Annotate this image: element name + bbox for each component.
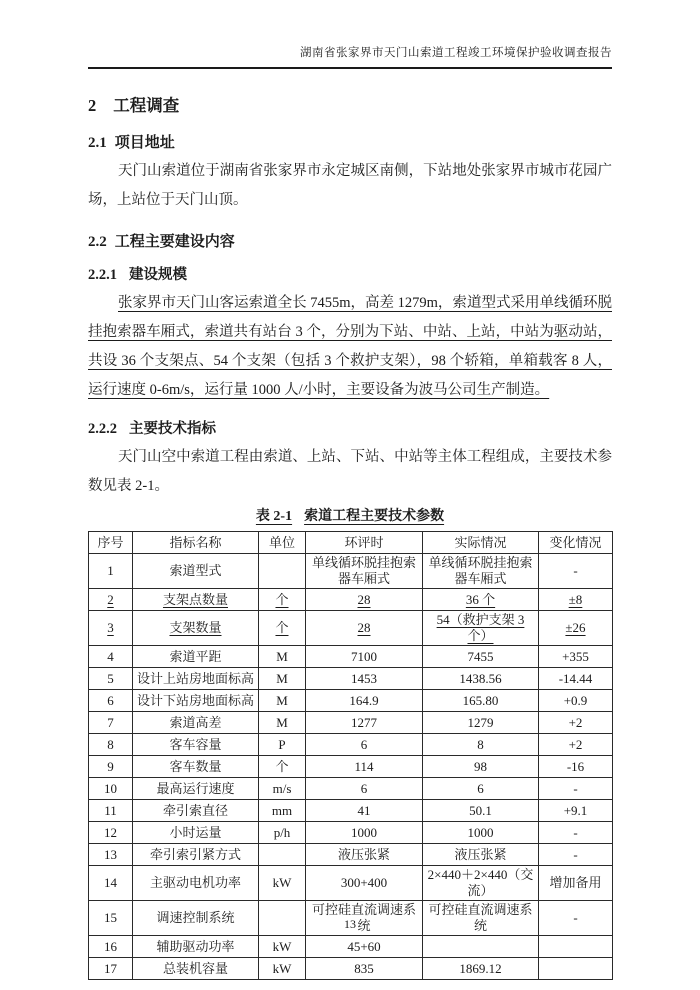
table-cell: 支架点数量 xyxy=(133,589,259,611)
table-cell: 支架数量 xyxy=(133,611,259,646)
table-header-cell: 序号 xyxy=(89,532,133,554)
table-cell xyxy=(259,554,306,589)
table-cell: 2×440＋2×440（交流） xyxy=(423,866,539,901)
section-title: 工程主要建设内容 xyxy=(114,234,235,250)
table-cell: M xyxy=(259,646,306,668)
table-cell: kW xyxy=(259,958,306,980)
table-header-cell: 单位 xyxy=(259,532,306,554)
table-cell: 7455 xyxy=(423,646,539,668)
table-cell: 12 xyxy=(89,822,133,844)
table-row xyxy=(89,778,613,800)
table-cell: 164.9 xyxy=(306,690,423,712)
table-cell: 可控硅直流调速系统 xyxy=(423,901,539,936)
section-heading-2-2-1 xyxy=(88,263,612,284)
table-cell: 4 xyxy=(89,646,133,668)
table-row xyxy=(89,646,613,668)
table-cell: 1453 xyxy=(306,668,423,690)
table-cell: 6 xyxy=(423,778,539,800)
table-cell: 索道高差 xyxy=(133,712,259,734)
table-cell: 调速控制系统 xyxy=(133,901,259,936)
table-cell: 6 xyxy=(89,690,133,712)
table-header-cell: 指标名称 xyxy=(133,532,259,554)
table-cell: 液压张紧 xyxy=(306,844,423,866)
table-cell: 2 xyxy=(89,589,133,611)
table-cell: 1 xyxy=(89,554,133,589)
table-cell: 主驱动电机功率 xyxy=(133,866,259,901)
table-cell: 个 xyxy=(259,589,306,611)
table-cell: 增加备用 xyxy=(539,866,613,901)
table-cell: +9.1 xyxy=(539,800,613,822)
table-row xyxy=(89,958,613,980)
table-cell: 总装机容量 xyxy=(133,958,259,980)
table-cell: m/s xyxy=(259,778,306,800)
table-cell: 16 xyxy=(89,936,133,958)
table-cell: 索道平距 xyxy=(133,646,259,668)
paragraph-construction-scale: 张家界市天门山客运索道全长 7455m，高差 1279m，索道型式采用单线循环脱挂抱索器车厢式，索道共有站台 3 个，分别为下站、中站、上站，中站为驱动站，共设 36 个支架点、54 个支架（包括 3 个救护支架），98 个轿箱，单箱载客 8 人，运行速度 0-6m/s，运行量 1000 人/小时，主要设备为波马公司生产制造。 xyxy=(88,295,612,398)
table-row xyxy=(89,866,613,901)
table-caption-text xyxy=(256,509,444,524)
section-heading-2-2 xyxy=(88,230,612,251)
table-cell: 28 xyxy=(306,611,423,646)
table-cell: 300+400 xyxy=(306,866,423,901)
table-cell: 1000 xyxy=(423,822,539,844)
table-row xyxy=(89,844,613,866)
table-cell: 7100 xyxy=(306,646,423,668)
table-caption-title: 索道工程主要技术参数 xyxy=(304,509,445,524)
table-cell: 36 个 xyxy=(423,589,539,611)
table-cell: 28 xyxy=(306,589,423,611)
table-cell: 98 xyxy=(423,756,539,778)
table-cell: kW xyxy=(259,866,306,901)
table-cell: 单线循环脱挂抱索器车厢式 xyxy=(423,554,539,589)
table-cell: M xyxy=(259,712,306,734)
table-cell: 11 xyxy=(89,800,133,822)
table-cell: 7 xyxy=(89,712,133,734)
table-cell: ±26 xyxy=(539,611,613,646)
table-cell: 索道型式 xyxy=(133,554,259,589)
table-cell: 1869.12 xyxy=(423,958,539,980)
table-cell: kW xyxy=(259,936,306,958)
table-header-cell: 变化情况 xyxy=(539,532,613,554)
table-header-cell: 实际情况 xyxy=(423,532,539,554)
table-cell xyxy=(423,936,539,958)
table-cell: 小时运量 xyxy=(133,822,259,844)
table-cell: p/h xyxy=(259,822,306,844)
table-cell: M xyxy=(259,668,306,690)
table-cell: 牵引索直径 xyxy=(133,800,259,822)
table-cell: - xyxy=(539,554,613,589)
table-cell: +0.9 xyxy=(539,690,613,712)
table-cell: 设计下站房地面标高 xyxy=(133,690,259,712)
table-caption-label: 表 2-1 xyxy=(255,509,293,524)
table-cell: - xyxy=(539,778,613,800)
section-number: 2 xyxy=(88,96,97,115)
table-cell: 6 xyxy=(306,734,423,756)
section-title: 工程调查 xyxy=(113,96,180,115)
table-cell: 个 xyxy=(259,756,306,778)
section-title: 建设规模 xyxy=(129,267,187,283)
table-cell: P xyxy=(259,734,306,756)
table-cell: 835 xyxy=(306,958,423,980)
table-cell: 设计上站房地面标高 xyxy=(133,668,259,690)
table-cell: - xyxy=(539,901,613,936)
table-caption xyxy=(88,505,612,525)
table-cell: - xyxy=(539,844,613,866)
table-row xyxy=(89,712,613,734)
table-cell: 165.80 xyxy=(423,690,539,712)
section-number: 2.2.2 xyxy=(88,421,117,437)
section-heading-2-1 xyxy=(88,131,612,152)
section-heading-2 xyxy=(88,92,612,116)
section-number: 2.1 xyxy=(88,135,107,151)
table-cell: 14 xyxy=(89,866,133,901)
table-row xyxy=(89,800,613,822)
table-cell: 13 xyxy=(89,844,133,866)
running-header: 湖南省张家界市天门山索道工程竣工环境保护验收调查报告 xyxy=(88,46,612,69)
table-cell: - xyxy=(539,822,613,844)
table-cell: 液压张紧 xyxy=(423,844,539,866)
table-cell xyxy=(539,958,613,980)
table-cell: 45+60 xyxy=(306,936,423,958)
table-row xyxy=(89,668,613,690)
table-cell: 8 xyxy=(89,734,133,756)
table-cell: 单线循环脱挂抱索器车厢式 xyxy=(306,554,423,589)
table-cell: M xyxy=(259,690,306,712)
table-cell: 114 xyxy=(306,756,423,778)
table-row xyxy=(89,734,613,756)
table-cell: +2 xyxy=(539,712,613,734)
section-title: 项目地址 xyxy=(114,135,175,151)
table-row xyxy=(89,554,613,589)
table-row xyxy=(89,936,613,958)
table-cell: 辅助驱动功率 xyxy=(133,936,259,958)
table-cell: 1277 xyxy=(306,712,423,734)
table-cell: 15 xyxy=(89,901,133,936)
table-row xyxy=(89,611,613,646)
paragraph-technical-indicators: 天门山空中索道工程由索道、上站、下站、中站等主体工程组成，主要技术参数见表 2-1。 xyxy=(88,449,612,494)
table-cell: 5 xyxy=(89,668,133,690)
table-cell: 1438.56 xyxy=(423,668,539,690)
table-cell xyxy=(539,936,613,958)
table-row xyxy=(89,690,613,712)
table-cell: 可控硅直流调速系统 xyxy=(306,901,423,936)
table-cell: 客车数量 xyxy=(133,756,259,778)
table-cell: +355 xyxy=(539,646,613,668)
table-cell: -14.44 xyxy=(539,668,613,690)
table-cell xyxy=(259,844,306,866)
table-cell: ±8 xyxy=(539,589,613,611)
page-number: 13 xyxy=(344,917,356,931)
table-cell: 9 xyxy=(89,756,133,778)
table-cell: 最高运行速度 xyxy=(133,778,259,800)
table-header-cell: 环评时 xyxy=(306,532,423,554)
table-header-row xyxy=(89,532,613,554)
page-content xyxy=(88,46,612,980)
table-cell: 54（救护支架 3 个） xyxy=(423,611,539,646)
section-number: 2.2.1 xyxy=(88,267,117,283)
table-row xyxy=(89,589,613,611)
table-cell: +2 xyxy=(539,734,613,756)
table-cell: 个 xyxy=(259,611,306,646)
table-row xyxy=(89,822,613,844)
table-cell: 10 xyxy=(89,778,133,800)
section-number: 2.2 xyxy=(88,234,107,250)
paragraph-project-location: 天门山索道位于湖南省张家界市永定城区南侧，下站地处张家界市城市花园广场，上站位于天门山顶。 xyxy=(88,163,612,208)
table-cell: 17 xyxy=(89,958,133,980)
table-cell: 50.1 xyxy=(423,800,539,822)
table-cell: 6 xyxy=(306,778,423,800)
table-row xyxy=(89,756,613,778)
tech-params-table xyxy=(88,531,613,980)
section-title: 主要技术指标 xyxy=(129,421,216,437)
table-cell: 客车容量 xyxy=(133,734,259,756)
table-cell: 1000 xyxy=(306,822,423,844)
table-cell: mm xyxy=(259,800,306,822)
table-cell: 1279 xyxy=(423,712,539,734)
table-cell: 牵引索引紧方式 xyxy=(133,844,259,866)
table-cell: 41 xyxy=(306,800,423,822)
table-cell: 8 xyxy=(423,734,539,756)
section-heading-2-2-2 xyxy=(88,417,612,438)
table-cell: 3 xyxy=(89,611,133,646)
table-cell: -16 xyxy=(539,756,613,778)
